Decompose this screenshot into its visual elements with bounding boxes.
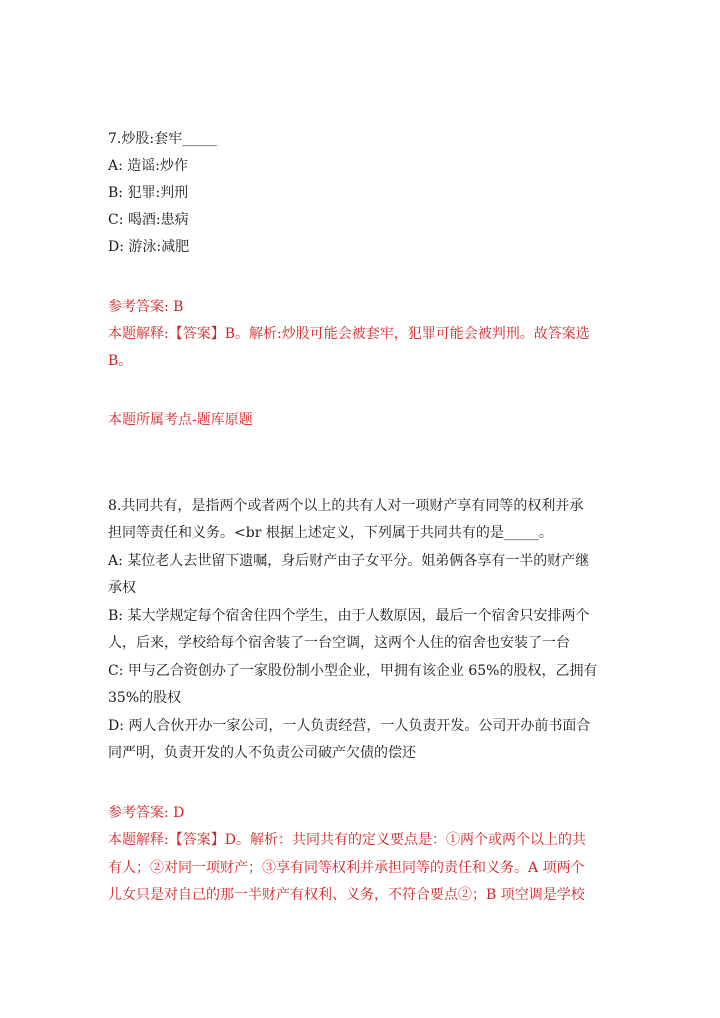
question-8-option-d-line-1: D: 两人合伙开办一家公司，一人负责经营，一人负责开发。公司开办前书面合 (108, 718, 591, 734)
question-7-explanation-line-2: B。 (108, 353, 133, 369)
question-8-option-c-line-1: C: 甲与乙合资创办了一家股份制小型企业，甲拥有该企业 65%的股权，乙拥有 (108, 663, 598, 679)
question-8-option-b-line-1: B: 某大学规定每个宿舍住四个学生，由于人数原因，最后一个宿舍只安排两个 (108, 608, 590, 624)
question-8-explanation-line-2: 有人；②对同一项财产；③享有同等权利并承担同等的责任和义务。A 项两个 (108, 860, 585, 876)
question-7-explanation-line-1: 本题解释:【答案】B。解析:炒股可能会被套牢，犯罪可能会被判刑。故答案选 (108, 326, 590, 342)
question-7-option-b: B: 犯罪:判刑 (108, 185, 189, 201)
question-8-option-a-line-2: 承权 (108, 580, 136, 596)
question-8-answer: 参考答案: D (108, 805, 185, 821)
question-8-title-line-1: 8.共同共有，是指两个或者两个以上的共有人对一项财产享有同等的权利并承 (108, 498, 584, 514)
question-7-answer: 参考答案: B (108, 299, 184, 315)
question-7-title: 7.炒股:套牢_____ (108, 131, 218, 147)
question-7-topic: 本题所属考点-题库原题 (108, 412, 253, 428)
question-7-option-d: D: 游泳:减肥 (108, 239, 190, 255)
question-8-option-c-line-2: 35%的股权 (108, 690, 182, 706)
question-8-explanation-line-1: 本题解释:【答案】D。解析：共同共有的定义要点是：①两个或两个以上的共 (108, 832, 586, 848)
question-7-option-a: A: 造谣:炒作 (108, 158, 188, 174)
question-8-option-a-line-1: A: 某位老人去世留下遗嘱，身后财产由子女平分。姐弟俩各享有一半的财产继 (108, 553, 590, 569)
question-8-option-d-line-2: 同严明，负责开发的人不负责公司破产欠债的偿还 (108, 745, 416, 761)
question-8-explanation-line-3: 儿女只是对自己的那一半财产有权利、义务，不符合要点②；B 项空调是学校 (108, 887, 585, 903)
question-8-option-b-line-2: 人，后来，学校给每个宿舍装了一台空调，这两个人住的宿舍也安装了一台 (108, 635, 570, 651)
question-8-title-line-2: 担同等责任和义务。<br 根据上述定义，下列属于共同共有的是_____。 (108, 525, 553, 541)
question-7-option-c: C: 喝酒:患病 (108, 212, 189, 228)
